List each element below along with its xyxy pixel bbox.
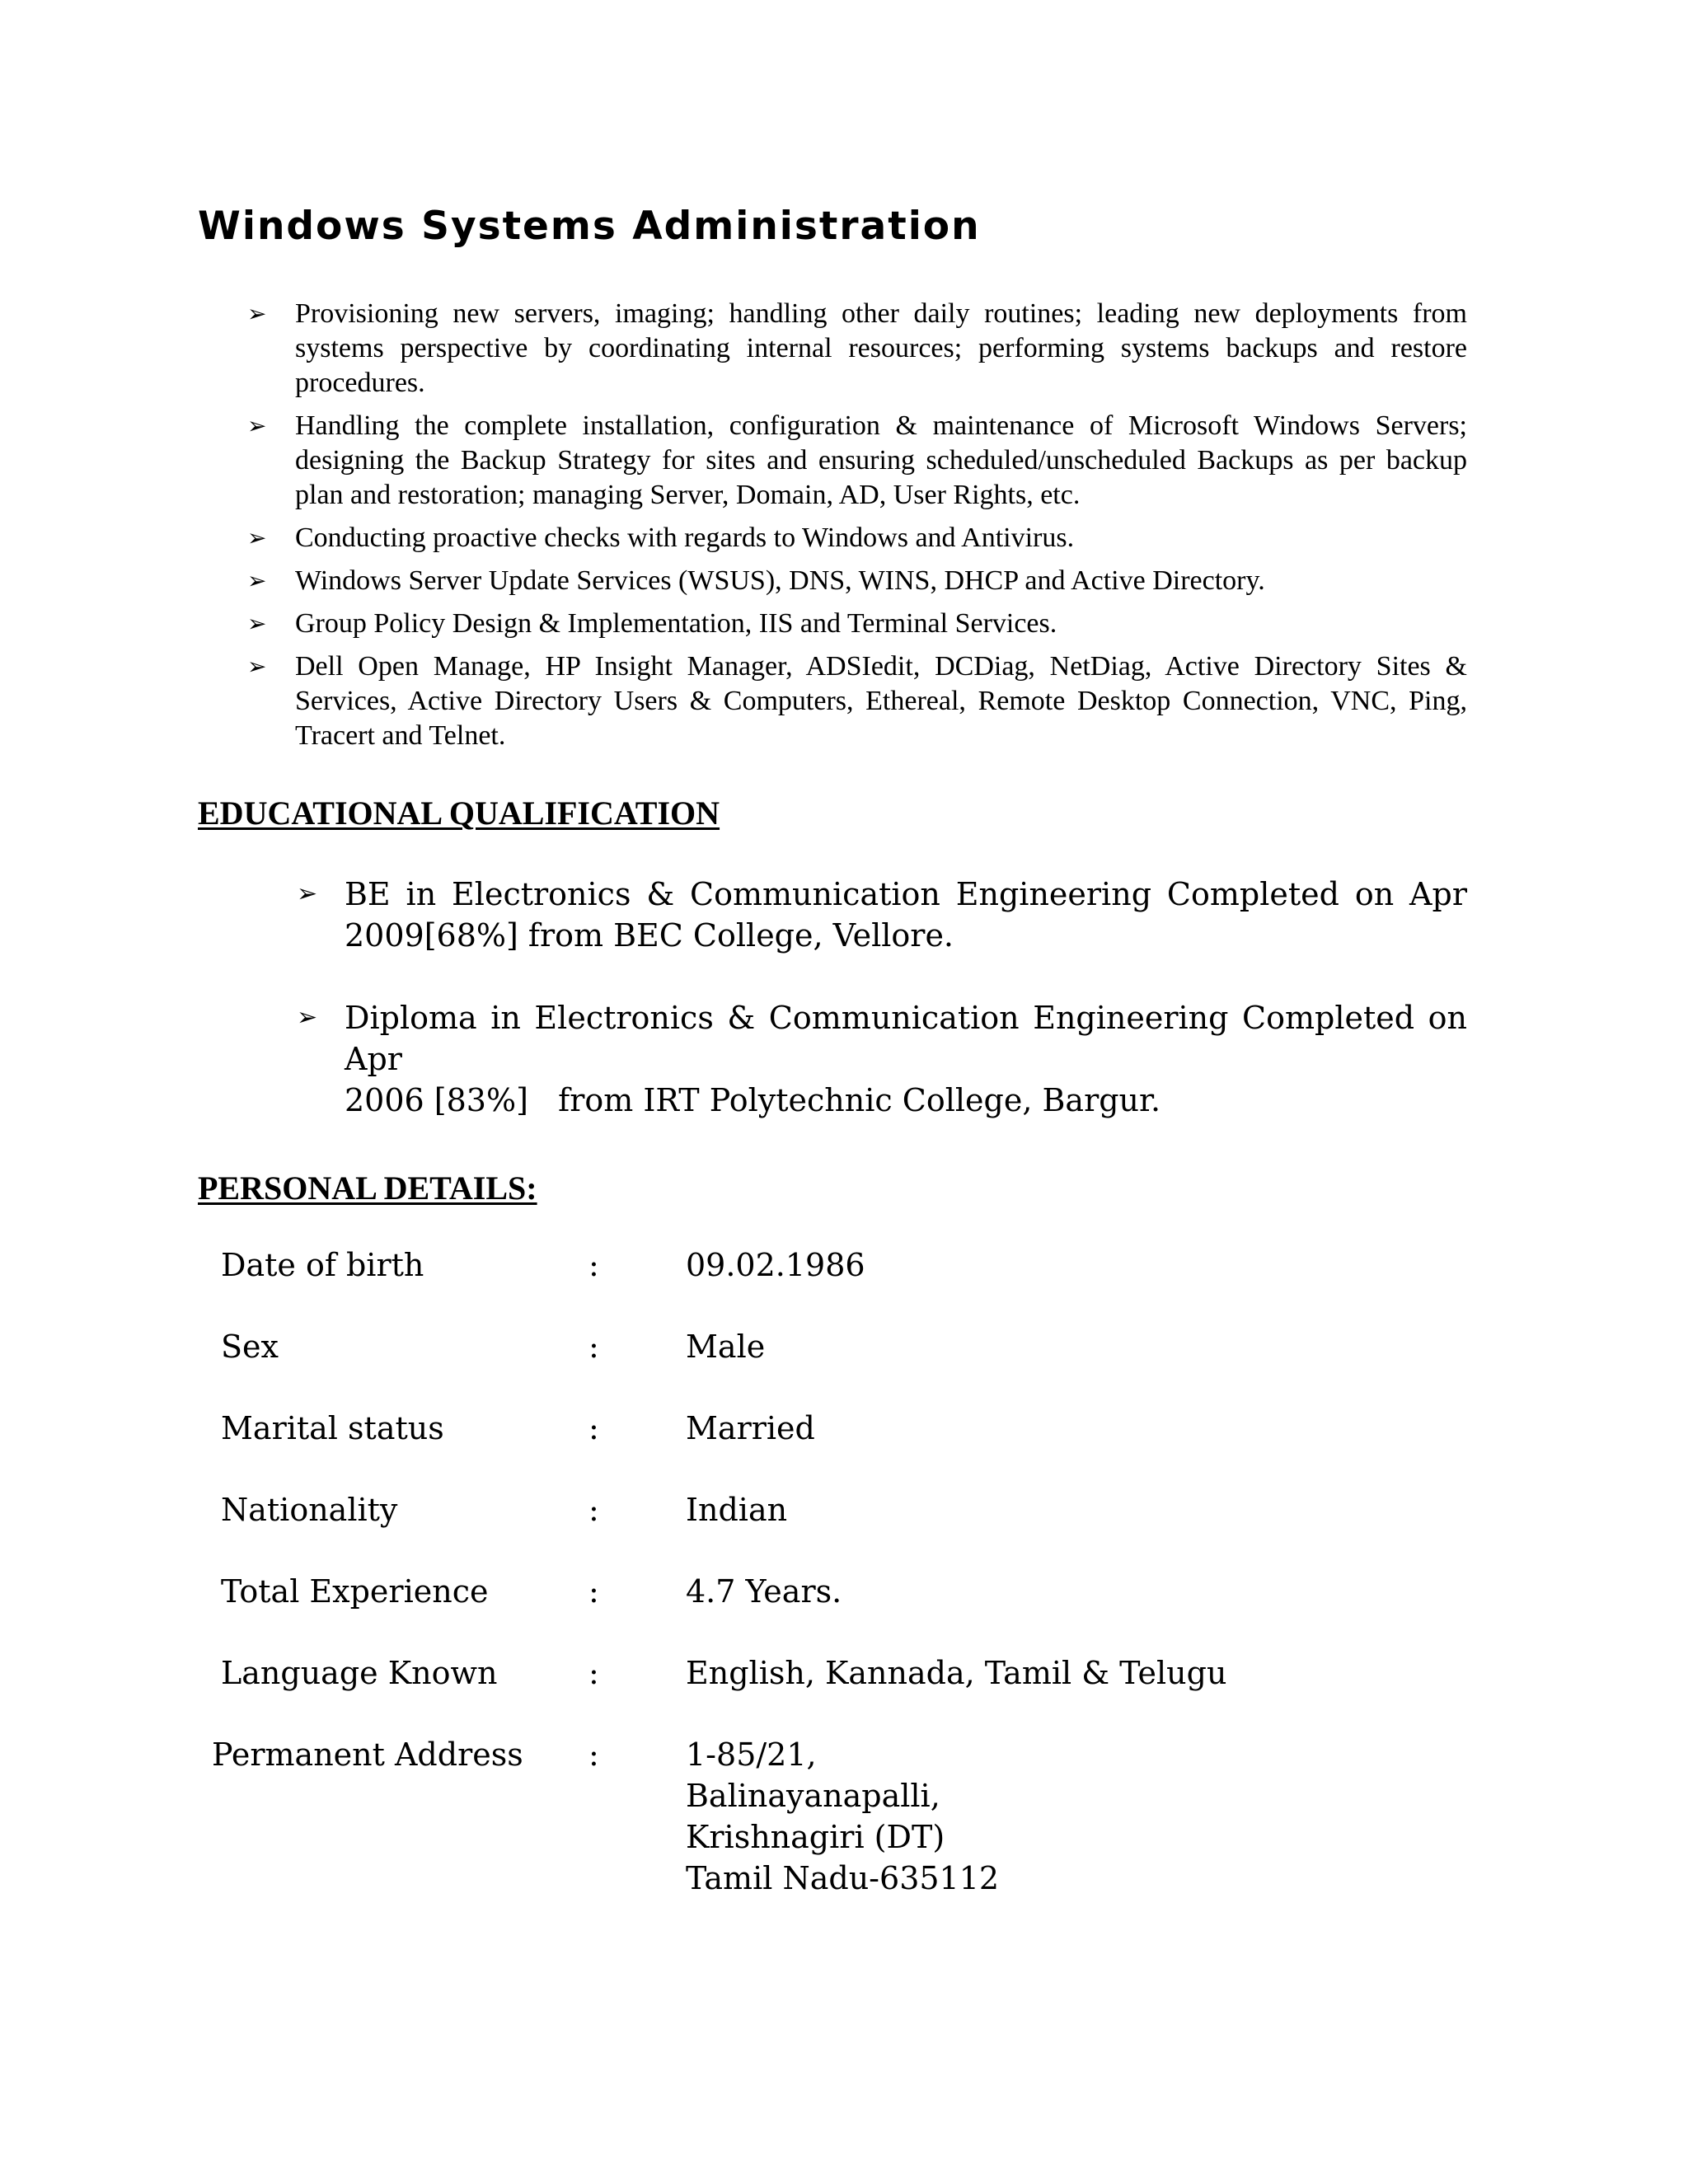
- arrow-bullet-icon: ➢: [247, 300, 267, 327]
- list-item: [247, 297, 1467, 401]
- address-line: Balinayanapalli,: [686, 1778, 940, 1814]
- detail-value: 4.7 Years.: [686, 1573, 842, 1610]
- list-item-text: Conducting proactive checks with regards to Windows and Antivirus.: [295, 523, 1075, 553]
- list-item: [247, 607, 1467, 641]
- detail-label: Nationality: [221, 1492, 398, 1528]
- education-text-line: 2009[68%] from BEC College, Vellore.: [345, 917, 954, 954]
- section-title: Windows Systems Administration: [198, 204, 981, 249]
- detail-separator: :: [588, 1736, 599, 1773]
- list-item: [247, 521, 1467, 555]
- detail-separator: :: [588, 1329, 599, 1365]
- list-item-text: Provisioning new servers, imaging; handling other daily routines; leading new deployments from systems perspective by coordinating internal resources; performing systems backups and restore procedures.: [295, 298, 1467, 398]
- arrow-bullet-icon: ➢: [297, 1003, 318, 1032]
- education-text-line: Diploma in Electronics & Communication Engineering Completed on Apr: [345, 1000, 1467, 1077]
- arrow-bullet-icon: ➢: [247, 412, 267, 439]
- address-row: [0, 1734, 1688, 1896]
- personal-detail-row: [0, 1244, 1688, 1286]
- arrow-bullet-icon: ➢: [297, 879, 318, 908]
- detail-value: 09.02.1986: [686, 1247, 865, 1283]
- detail-label: Language Known: [221, 1655, 498, 1691]
- address-line: Krishnagiri (DT): [686, 1819, 945, 1855]
- personal-detail-row: [0, 1408, 1688, 1449]
- list-item-text: Handling the complete installation, configuration & maintenance of Microsoft Windows Servers; designing the Backup Strategy for sites and ensuring scheduled/unscheduled Backups as per backup plan and restoration; managing Server, Domain, AD, User Rights, etc.: [295, 410, 1467, 510]
- address-line: Tamil Nadu-635112: [686, 1860, 1000, 1896]
- address-lines: [686, 1734, 999, 1899]
- list-item-text: Group Policy Design & Implementation, IIS and Terminal Services.: [295, 608, 1057, 639]
- detail-label: Permanent Address: [212, 1736, 523, 1773]
- detail-label: Sex: [221, 1329, 279, 1365]
- education-item: [297, 997, 1467, 1121]
- education-text-line: 2006 [83%] from IRT Polytechnic College, Bargur.: [345, 1082, 1161, 1118]
- duties-list: [247, 297, 1467, 762]
- detail-value: English, Kannada, Tamil & Telugu: [686, 1655, 1227, 1691]
- personal-detail-row: [0, 1571, 1688, 1612]
- education-text-line: BE in Electronics & Communication Engineering Completed on Apr: [345, 876, 1467, 912]
- list-item-text: Dell Open Manage, HP Insight Manager, ADSIedit, DCDiag, NetDiag, Active Directory Sites & Services, Active Directory Users & Computers, Ethereal, Remote Desktop Connection, VNC, Ping, Tracert and Telnet.: [295, 651, 1467, 751]
- education-item: [297, 874, 1467, 956]
- personal-detail-row: [0, 1652, 1688, 1694]
- list-item-text: Windows Server Update Services (WSUS), DNS, WINS, DHCP and Active Directory.: [295, 565, 1265, 596]
- personal-details-heading: PERSONAL DETAILS:: [198, 1169, 537, 1207]
- arrow-bullet-icon: ➢: [247, 653, 267, 680]
- detail-separator: :: [588, 1247, 599, 1283]
- list-item: [247, 409, 1467, 513]
- detail-label: Marital status: [221, 1410, 444, 1446]
- detail-value: Indian: [686, 1492, 788, 1528]
- detail-label: Total Experience: [221, 1573, 489, 1610]
- education-heading: EDUCATIONAL QUALIFICATION: [198, 794, 720, 832]
- personal-detail-row: [0, 1326, 1688, 1367]
- arrow-bullet-icon: ➢: [247, 610, 267, 637]
- address-line: 1-85/21,: [686, 1736, 817, 1773]
- detail-separator: :: [588, 1655, 599, 1691]
- list-item: [247, 564, 1467, 598]
- arrow-bullet-icon: ➢: [247, 567, 267, 594]
- detail-value: Male: [686, 1329, 766, 1365]
- detail-separator: :: [588, 1410, 599, 1446]
- detail-separator: :: [588, 1492, 599, 1528]
- list-item: [247, 649, 1467, 753]
- detail-value: Married: [686, 1410, 815, 1446]
- personal-detail-row: [0, 1489, 1688, 1530]
- education-list: [297, 874, 1467, 1162]
- arrow-bullet-icon: ➢: [247, 524, 267, 551]
- detail-separator: :: [588, 1573, 599, 1610]
- detail-label: Date of birth: [221, 1247, 424, 1283]
